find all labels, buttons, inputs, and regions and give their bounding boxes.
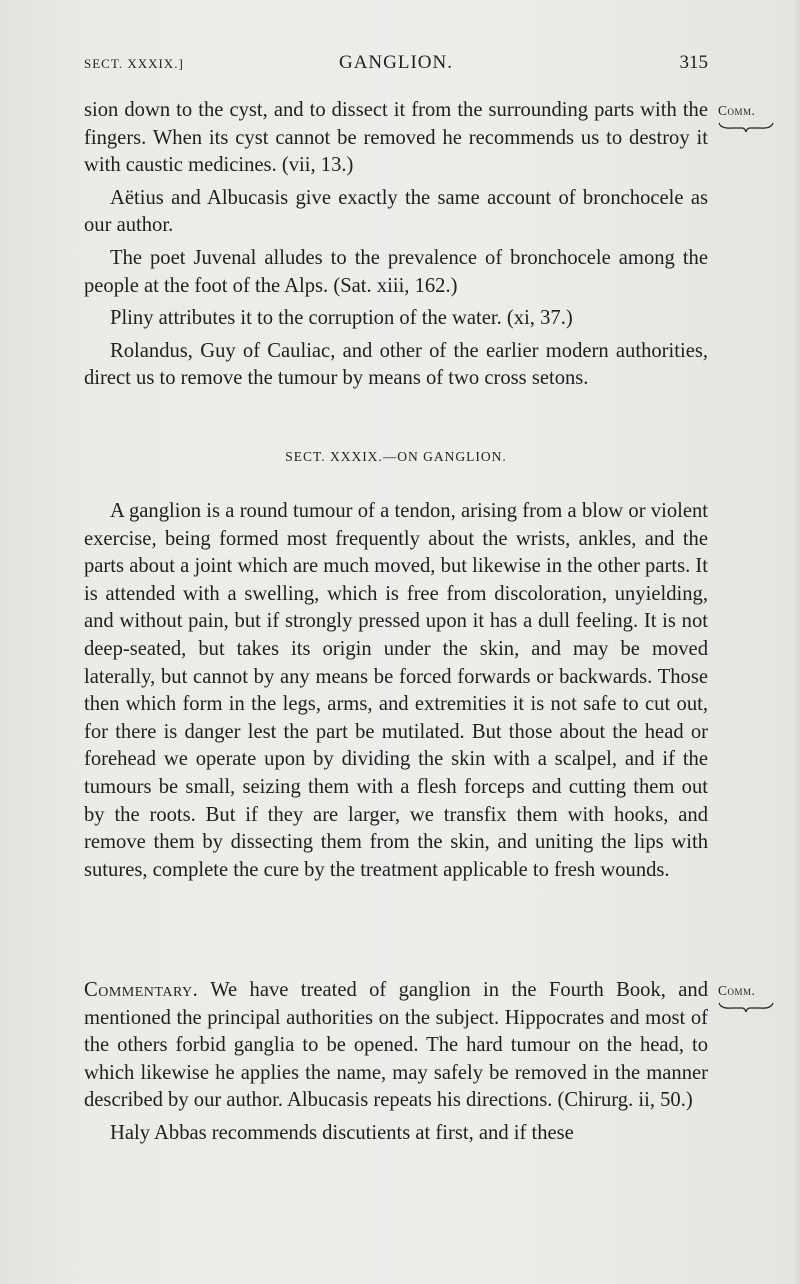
commentary-paragraph [84, 977, 708, 1115]
margin-note-comm [718, 103, 788, 133]
text-block-commentary [84, 977, 708, 1153]
running-head-section: SECT. XXXIX.] [84, 56, 184, 71]
margin-note-label: Comm. [718, 103, 756, 118]
paragraph: Aëtius and Albucasis give exactly the same account of bronchocele as our author. [84, 186, 708, 237]
running-head [84, 52, 708, 78]
paragraph: Rolandus, Guy of Cauliac, and other of the earlier modern authorities, direct us to remove the tumour by means of two cross setons. [84, 339, 708, 390]
commentary-label: Commentary. [84, 979, 199, 1001]
page-edge [794, 0, 800, 1284]
brace-icon [718, 121, 774, 133]
text-block-top [84, 97, 708, 398]
page-number: 315 [679, 52, 708, 73]
paragraph: A ganglion is a round tumour of a tendon, arising from a blow or violent exercise, being formed most frequently about the wrists, ankles, and the parts about a joint which are much moved, but likewise in the other parts. It is attended with a swelling, which is free from discoloration, unyielding, and without pain, but if strongly pressed upon it has a dull feeling. It is not deep-seated, but takes its origin under the skin, and may be moved laterally, but cannot by any means be forced forwards or backwards. Those then which form in the legs, arms, and extremities it is not safe to cut out, for there is danger lest the part be mutilated. But those about the head or forehead we operate upon by dividing the skin with a scalpel, and if the tumours be small, seizing them with a flesh forceps and cutting them out by the roots. But if they are larger, we transfix them with hooks, and remove them by dissecting them from the skin, and uniting the lips with sutures, complete the cure by the treatment applicable to fresh wounds. [84, 500, 708, 881]
paragraph: Pliny attributes it to the corruption of the water. (xi, 37.) [110, 307, 573, 330]
section-heading: SECT. XXXIX.—ON GANGLION. [285, 449, 507, 464]
margin-note-comm [718, 983, 788, 1013]
paragraph: Haly Abbas recommends discutients at first, and if these [110, 1121, 574, 1144]
margin-note-label: Comm. [718, 983, 756, 998]
paragraph: The poet Juvenal alludes to the prevalence of bronchocele among the people at the foot of the Alps. (Sat. xiii, 162.) [84, 246, 708, 297]
text-block-main [84, 498, 708, 889]
commentary-text: We have treated of ganglion in the Fourth Book, and mentioned the principal authorities on the subject. Hippocrates and most of the others forbid ganglia to be opened. The hard tumour on the head, to which likewise he applies the name, may safely be removed in the manner described by our author. Albucasis repeats his directions. (Chirurg. ii, 50.) [84, 979, 709, 1112]
running-head-title: GANGLION. [338, 52, 453, 73]
paragraph: sion down to the cyst, and to dissect it from the surrounding parts with the fingers. When its cyst cannot be removed he recommends us to destroy it with caustic medicines. (vii, 13.) [84, 99, 708, 177]
brace-icon [718, 1001, 774, 1013]
